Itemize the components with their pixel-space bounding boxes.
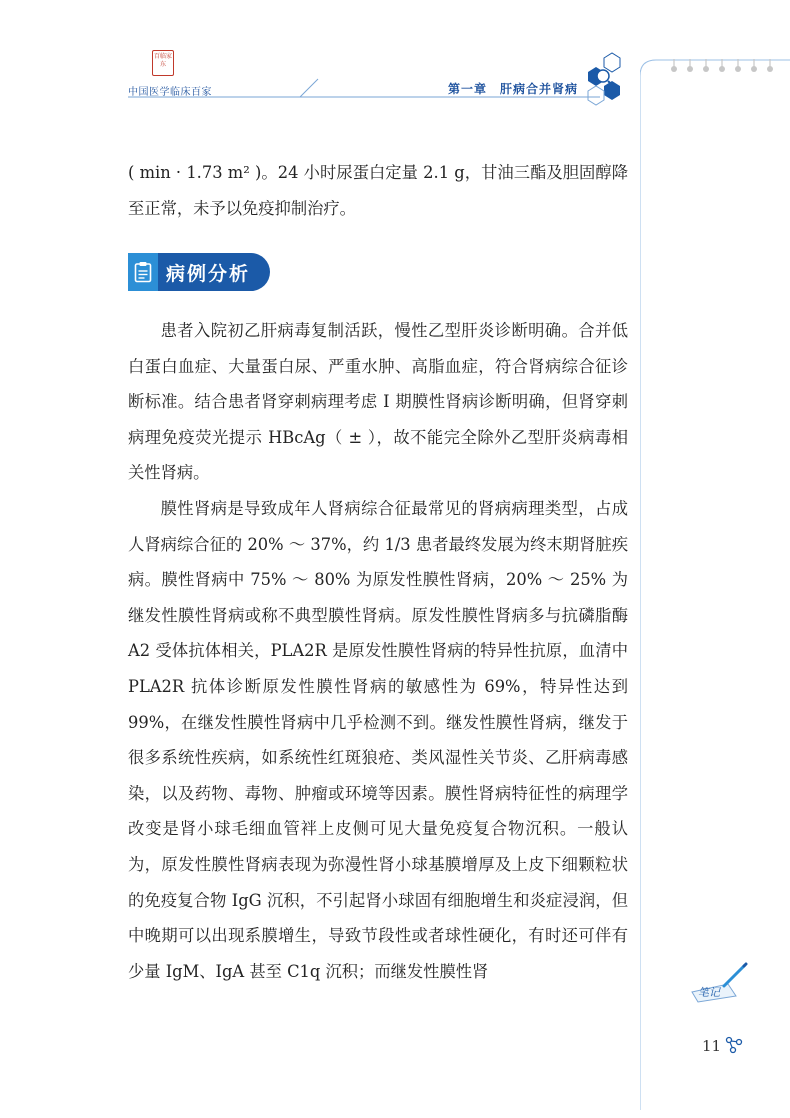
body-text <box>128 313 628 989</box>
binding-rings <box>668 55 783 75</box>
notes-margin <box>640 58 790 1118</box>
logo-text: 百临家东 <box>153 53 172 68</box>
notebook-pen-icon <box>688 962 748 1004</box>
publisher-logo <box>152 50 174 76</box>
paragraph: 膜性肾病是导致成年人肾病综合征最常见的肾病病理类型，占成人肾病综合征的 20% ～ 37%，约 1/3 患者最终发展为终末期肾脏疾病。膜性肾病中 75% ～ 80% 为原发性膜性肾病，20% ～ 25% 为继发性膜性肾病或称不典型膜性肾病。原发性膜性肾病多与抗磷脂酶 A2 受体抗体相关，PLA2R 是原发性膜性肾病的特异性抗原，血清中 PLA2R 抗体诊断原发性膜性肾病的敏感性为 69%，特异性达到 99%，在继发性膜性肾病中几乎检测不到。继发性膜性肾病，继发于很多系统性疾病，如系统性红斑狼疮、类风湿性关节炎、乙肝病毒感染，以及药物、毒物、肿瘤或环境等因素。膜性肾病特征性的病理学改变是肾小球毛细血管袢上皮侧可见大量免疫复合物沉积。一般认为，原发性膜性肾病表现为弥漫性肾小球基膜增厚及上皮下细颗粒状的免疫复合物 IgG 沉积，不引起肾小球固有细胞增生和炎症浸润，但中晚期可以出现系膜增生，导致节段性或者球性硬化，有时还可伴有少量 IgM、IgA 甚至 C1q 沉积；而继发性膜性肾 <box>128 498 628 981</box>
clipboard-icon <box>128 253 158 291</box>
series-name: 中国医学临床百家 <box>128 87 212 98</box>
paragraph: 患者入院初乙肝病毒复制活跃，慢性乙型肝炎诊断明确。合并低白蛋白血症、大量蛋白尿、严重水肿、高脂血症，符合肾病综合征诊断标准。结合患者肾穿刺病理考虑 Ⅰ 期膜性肾病诊断明确，但肾穿刺病理免疫荧光提示 HBcAg（ ± ），故不能完全除外乙型肝炎病毒相关性肾病。 <box>128 321 628 483</box>
continued-paragraph <box>128 155 628 226</box>
page-number: 11 <box>702 1037 722 1055</box>
note-label: 笔记 <box>698 986 720 999</box>
section-heading <box>128 253 270 291</box>
paragraph-text: ( min · 1.73 m² )。24 小时尿蛋白定量 2.1 g，甘油三酯及胆固醇降至正常，未予以免疫抑制治疗。 <box>128 163 628 218</box>
chapter-title: 第一章 肝病合并肾病 <box>448 82 579 96</box>
molecule-icon <box>725 1036 745 1054</box>
section-title: 病例分析 <box>166 262 251 285</box>
